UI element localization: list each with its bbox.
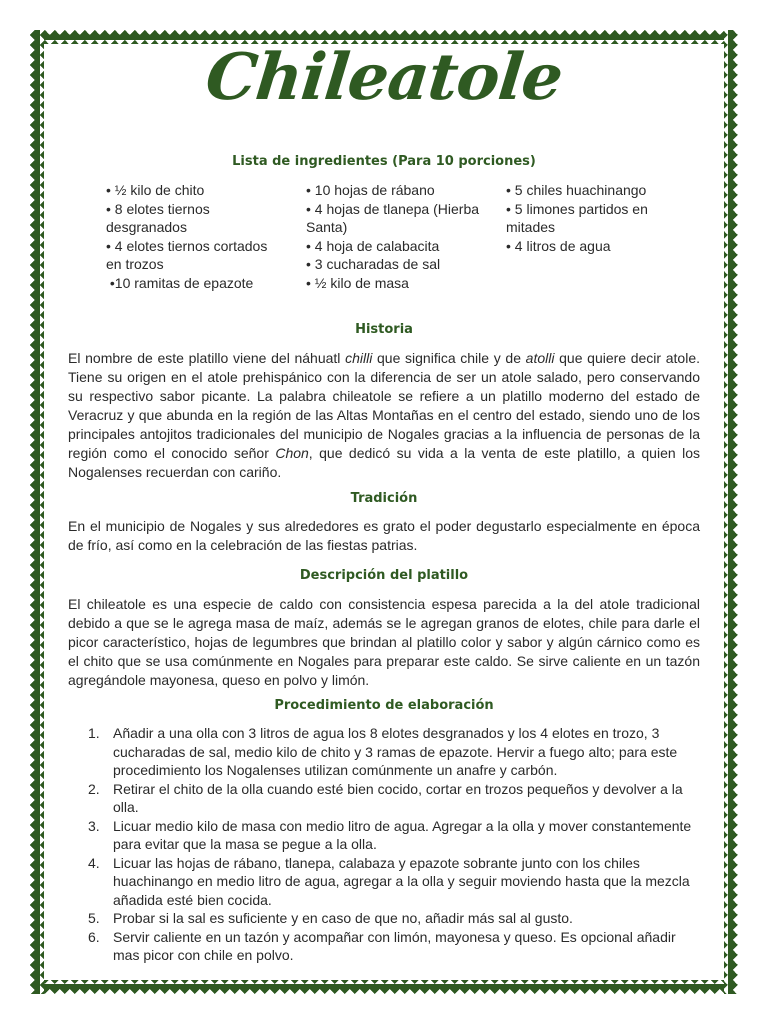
step-number: 2. [88, 780, 100, 797]
historia-text-2: que significa chile y de [372, 350, 526, 366]
step-text: Servir caliente en un tazón y acompañar con limón, mayonesa y queso. Es opcional añadir mas picor con chile en polvo. [113, 928, 676, 963]
step-text: Licuar medio kilo de masa con medio litro de agua. Agregar a la olla y mover constantemente para evitar que la masa se pegue a la olla. [113, 817, 692, 852]
procedure-step [68, 724, 700, 780]
historia-name-chon: Chon [275, 445, 309, 461]
ingredients-column-3 [506, 181, 676, 255]
ingredients-column-1 [106, 181, 286, 292]
historia-text-4: , que dedicó su vida a la venta de este platillo, a quien los Nogalenses recuerdan con cariño. [68, 445, 700, 480]
ingredient-item: •10 ramitas de epazote [106, 274, 254, 291]
ingredient-item: • 8 elotes tiernos desgranados [106, 200, 210, 235]
procedure-step [68, 780, 700, 817]
procedure-step [68, 909, 700, 928]
step-number: 1. [88, 725, 100, 741]
ingredient-item: • 5 limones partidos en mitades [506, 200, 648, 235]
procedure-step [68, 928, 700, 965]
step-text: Añadir a una olla con 3 litros de agua los 8 elotes desgranados y los 4 elotes en trozo, 3 cucharadas de sal, medio kilo de chito y 3 ramas de epazote. Hervir a fuego alto; para este procedimiento los Nogalenses utilizan comúnmente un anafre y carbón. [113, 725, 678, 778]
historia-term-chilli: chilli [345, 350, 373, 366]
ingredient-item: • ½ kilo de masa [306, 274, 409, 291]
historia-text-3: que quiere decir atole. Tiene su origen en el atole prehispánico con la diferencia de ser un atole salado, pero conservando su respectivo sabor picante. La palabra chileatole se refiere a un platillo moderno del estado de Veracruz y que abunda en la región de las Altas Montañas en el centro del estado, siendo uno de los principales antojitos tradicionales del municipio de Nogales gracias a la influencia de personas de la región como el conocido señor [68, 350, 701, 461]
step-text: Probar si la sal es suficiente y en caso de que no, añadir más sal al gusto. [113, 910, 573, 926]
historia-text-1: El nombre de este platillo viene del náhuatl [68, 350, 346, 366]
step-text: Licuar las hojas de rábano, tlanepa, calabaza y epazote sobrante junto con los chiles huachinango en medio litro de agua, agregar a la olla y seguir moviendo hasta que la mezcla añadida esté bien cocida. [113, 854, 690, 908]
historia-heading: Historia [355, 322, 413, 337]
step-text: Retirar el chito de la olla cuando esté bien cocido, cortar en trozos pequeños y devolver a la olla. [113, 780, 683, 815]
ingredient-item: • 4 litros de agua [506, 237, 611, 254]
descripcion-paragraph: El chileatole es una especie de caldo con consistencia espesa parecida a la del atole tradicional debido a que se le agrega masa de maíz, además se le agregan granos de elotes, chile para darle el picor característico, hojas de legumbres que brindan al platillo color y sabor y algún cárnico como es el chito que se usa comúnmente en Nogales para preparar este caldo. Se sirve caliente en un tazón agregándole mayonesa, queso en polvo y limón. [68, 596, 700, 688]
descripcion-heading: Descripción del platillo [299, 568, 469, 583]
page-title: Chileatole [202, 40, 566, 115]
ingredient-item: • 4 hoja de calabacita [306, 237, 440, 254]
border-bottom [30, 980, 738, 994]
ingredient-item: • 5 chiles huachinango [506, 182, 647, 198]
ingredient-item: • 4 elotes tiernos cortados en trozos [106, 237, 268, 272]
procedure-steps [68, 724, 700, 965]
historia-paragraph [68, 349, 700, 482]
border-left [30, 30, 44, 994]
ingredient-item: • 10 hojas de rábano [306, 182, 435, 198]
historia-term-atolli: atolli [525, 350, 555, 366]
procedure-step [68, 854, 700, 910]
ingredient-item: • ½ kilo de chito [106, 182, 205, 198]
tradicion-paragraph: En el municipio de Nogales y sus alrededores es grato el poder degustarlo especialmente en época de frío, así como en la celebración de las fiestas patrias. [68, 518, 700, 553]
step-number: 6. [88, 928, 100, 945]
ingredient-item: • 4 hojas de tlanepa (Hierba Santa) [306, 200, 480, 235]
tradicion-heading: Tradición [350, 491, 418, 506]
border-right [724, 30, 738, 994]
procedimiento-heading: Procedimiento de elaboración [274, 698, 494, 713]
ingredient-item: • 3 cucharadas de sal [306, 256, 441, 272]
ingredients-heading: Lista de ingredientes (Para 10 porciones) [232, 154, 536, 169]
procedure-step [68, 817, 700, 854]
step-number: 4. [88, 854, 100, 871]
step-number: 5. [88, 910, 100, 926]
step-number: 3. [88, 817, 100, 834]
ingredients-column-2 [306, 181, 486, 292]
